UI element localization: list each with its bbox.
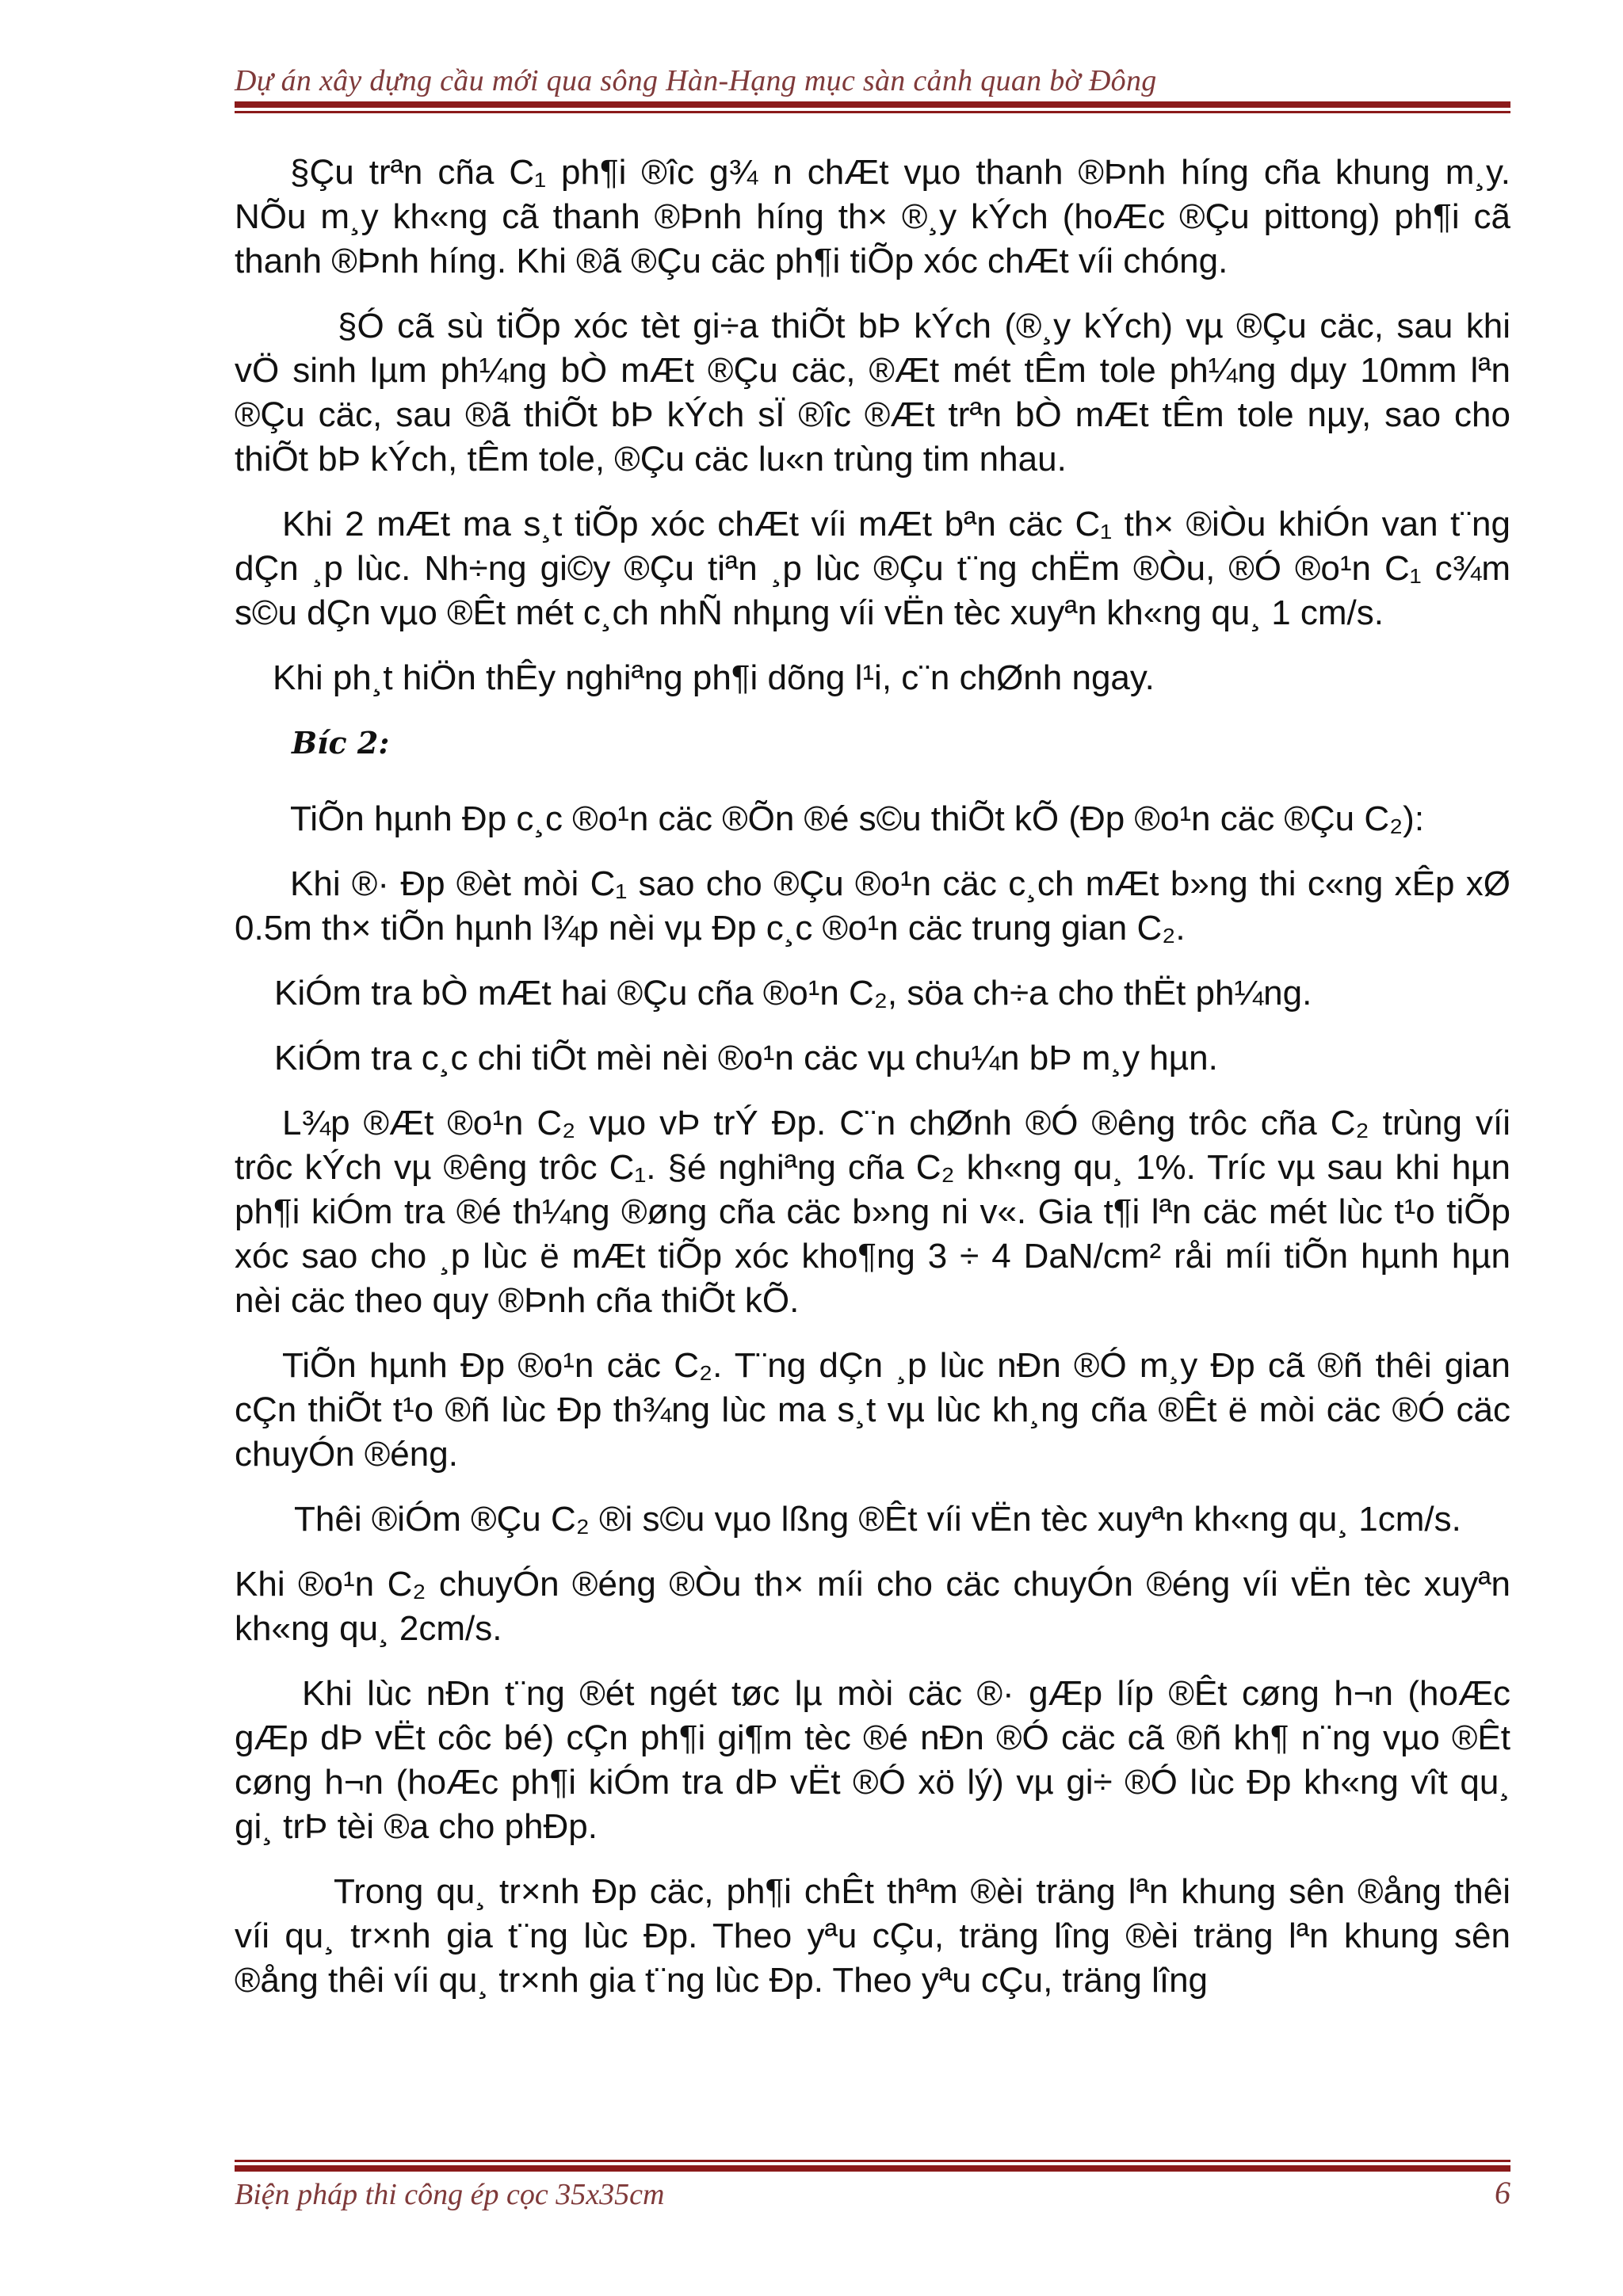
- header-rule-thin: [235, 111, 1510, 113]
- paragraph: Thêi ®iÓm ®Çu C₂ ®i s©u vµo lßng ®Êt víi vËn tèc xuyªn kh«ng qu¸ 1cm/s.: [294, 1500, 1461, 1539]
- footer-rule-thin: [235, 2160, 1510, 2162]
- paragraph: Khi ®· Ðp ®èt mòi C₁ sao cho ®Çu ®o¹n cäc c¸ch mÆt b»ng thi c«ng xÊp xØ 0.5m th× tiÕn hµnh l¾p nèi vµ Ðp c¸c ®o¹n cäc trung gian C₂.: [235, 864, 1510, 948]
- paragraph: L¾p ®Æt ®o¹n C₂ vµo vÞ trÝ Ðp. C¨n chØnh ®Ó ®êng trôc cña C₂ trùng víi trôc kÝch vµ ®êng trôc C₁. §é nghiªng cña C₂ kh«ng qu¸ 1%. Tríc vµ sau khi hµn ph¶i kiÓm tra ®é th¼ng ®øng cña cäc b»ng ni v«. Gia t¶i lªn cäc mét lùc t¹o tiÕp xóc sao cho ¸p lùc ë mÆt tiÕp xóc kho¶ng 3 ÷ 4 DaN/cm² råi míi tiÕn hµnh hµn nèi cäc theo quy ®Þnh cña thiÕt kÕ.: [235, 1104, 1510, 1320]
- paragraph: §Çu trªn cña C₁ ph¶i ®îc g¾ n chÆt vµo thanh ®Þnh híng cña khung m¸y. NÕu m¸y kh«ng cã thanh ®Þnh híng th× ®¸y kÝch (hoÆc ®Çu pittong) ph¶i cã thanh ®Þnh híng. Khi ®ã ®Çu cäc ph¶i tiÕp xóc chÆt víi chóng.: [235, 153, 1510, 280]
- paragraph: Trong qu¸ tr×nh Ðp cäc, ph¶i chÊt thªm ®èi träng lªn khung sên ®ång thêi víi qu¸ tr×nh gia t¨ng lùc Ðp. Theo yªu cÇu, träng lîng ®èi träng lªn khung sên ®ång thêi víi qu¸ tr×nh gia t¨ng lùc Ðp. Theo yªu cÇu, träng lîng: [235, 1872, 1510, 2000]
- paragraph: TiÕn hµnh Ðp c¸c ®o¹n cäc ®Õn ®é s©u thiÕt kÕ (Ðp ®o¹n cäc ®Çu C₂):: [290, 799, 1425, 838]
- running-header: Dự án xây dựng cầu mới qua sông Hàn-Hạng mục sàn cảnh quan bờ Đông: [235, 64, 1157, 97]
- page-number: 6: [1495, 2175, 1510, 2210]
- paragraph: Khi ph¸t hiÖn thÊy nghiªng ph¶i dõng l¹i, c¨n chØnh ngay.: [273, 658, 1155, 697]
- paragraph: Khi lùc nÐn t¨ng ®ét ngét tøc lµ mòi cäc ®· gÆp líp ®Êt cøng h¬n (hoÆc gÆp dÞ vËt côc bé) cÇn ph¶i gi¶m tèc ®é nÐn ®Ó cäc cã ®ñ kh¶ n¨ng vµo ®Êt cøng h¬n (hoÆc ph¶i kiÓm tra dÞ vËt ®Ó xö lý) vµ gi÷ ®Ó lùc Ðp kh«ng vît qu¸ gi¸ trÞ tèi ®a cho phÐp.: [235, 1674, 1510, 1846]
- paragraph: Khi 2 mÆt ma s¸t tiÕp xóc chÆt víi mÆt bªn cäc C₁ th× ®iÒu khiÓn van t¨ng dÇn ¸p lùc. Nh÷ng gi©y ®Çu tiªn ¸p lùc ®Çu t¨ng chËm ®Òu, ®Ó ®o¹n C₁ c¾m s©u dÇn vµo ®Êt mét c¸ch nhÑ nhµng víi vËn tèc xuyªn kh«ng qu¸ 1 cm/s.: [235, 505, 1510, 632]
- paragraph: KiÓm tra bÒ mÆt hai ®Çu cña ®o¹n C₂, söa ch÷a cho thËt ph¼ng.: [274, 974, 1312, 1013]
- header-rule-thick: [235, 101, 1510, 108]
- running-footer: Biện pháp thi công ép cọc 35x35cm: [235, 2178, 665, 2211]
- paragraph: KiÓm tra c¸c chi tiÕt mèi nèi ®o¹n cäc vµ chu¼n bÞ m¸y hµn.: [274, 1039, 1218, 1077]
- section-heading: Bíc 2:: [292, 725, 390, 761]
- paragraph: Khi ®o¹n C₂ chuyÓn ®éng ®Òu th× míi cho cäc chuyÓn ®éng víi vËn tèc xuyªn kh«ng qu¸ 2cm/s.: [235, 1565, 1510, 1648]
- footer-rule-thick: [235, 2165, 1510, 2172]
- paragraph: §Ó cã sù tiÕp xóc tèt gi÷a thiÕt bÞ kÝch (®¸y kÝch) vµ ®Çu cäc, sau khi vÖ sinh lµm ph¼ng bÒ mÆt ®Çu cäc, ®Æt mét tÊm tole ph¼ng dµy 10mm lªn ®Çu cäc, sau ®ã thiÕt bÞ kÝch sÏ ®îc ®Æt trªn bÒ mÆt tÊm tole nµy, sao cho thiÕt bÞ kÝch, tÊm tole, ®Çu cäc lu«n trùng tim nhau.: [235, 307, 1510, 479]
- paragraph: TiÕn hµnh Ðp ®o¹n cäc C₂. T¨ng dÇn ¸p lùc nÐn ®Ó m¸y Ðp cã ®ñ thêi gian cÇn thiÕt t¹o ®ñ lùc Ðp th¾ng lùc ma s¸t vµ lùc kh¸ng cña ®Êt ë mòi cäc ®Ó cäc chuyÓn ®éng.: [235, 1346, 1510, 1474]
- body-text: [235, 151, 1510, 2023]
